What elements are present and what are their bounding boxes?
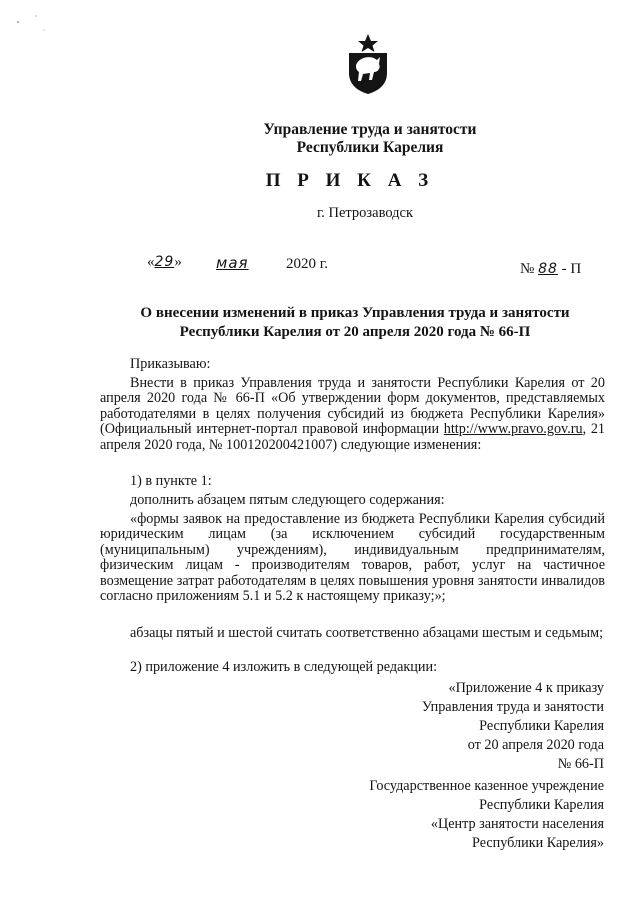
paragraph-order (100, 357, 605, 372)
paragraph-add (100, 493, 605, 508)
paragraph-item1 (100, 474, 605, 489)
institution-line4: Республики Карелия» (472, 835, 604, 851)
amend-text-a: Внести в приказ Управления труда и занятости Республики Карелия от 20 апреля 2020 года № 66-П «Об утверждении форм документов, представляемых работодателями в целях получения субсидий из бюджета Республики Карелия» (Официальный интернет-портал правовой информации (100, 375, 605, 438)
paragraph-renumber (100, 626, 605, 641)
day-value: 29 (154, 254, 175, 270)
order-text: Приказываю: (130, 356, 211, 372)
number-sign: № (520, 261, 535, 277)
item2-text: 2) приложение 4 изложить в следующей редакции: (130, 659, 438, 675)
institution-name (300, 777, 604, 853)
institution-line3: «Центр занятости населения (430, 816, 604, 832)
appendix-line2: Управления труда и занятости (421, 699, 604, 715)
pravo-link[interactable]: http://www.pravo.gov.ru (443, 421, 583, 438)
appendix-line5: № 66-П (557, 756, 604, 772)
order-day (147, 254, 182, 271)
karelia-emblem-icon (343, 33, 393, 95)
title-line2: Республики Карелия от 20 апреля 2020 года № 66-П (179, 324, 531, 340)
number-suffix: - П (561, 261, 582, 277)
appendix-line1: «Приложение 4 к приказу (448, 680, 604, 696)
amend-text-b: , 21 апреля 2020 года, № 100120200421007) следующие изменения: (100, 421, 606, 453)
institution-line2: Республики Карелия (479, 797, 604, 813)
institution-line1: Государственное казенное учреждение (369, 778, 604, 794)
appendix-line3: Республики Карелия (479, 718, 604, 734)
order-month: мая (216, 254, 249, 272)
paragraph-item2 (100, 660, 605, 675)
city: г. Петрозаводск (316, 205, 414, 221)
paragraph-forms (100, 512, 605, 604)
forms-text: «формы заявок на предоставление из бюджета Республики Карелия субсидий юридическим лицам (за исключением субсидий государственным (муниципальным) учреждениям), индивидуальным предпринимателям, физическим лицам - производителям товаров, работ, услуг на частичное возмещение затрат работодателям в целях повышения уровня занятости инвалидов согласно приложениям 5.1 и 5.2 к настоящему приказу;»; (100, 511, 605, 605)
document-type: П Р И К А З (265, 170, 435, 191)
order-number (520, 261, 581, 278)
appendix-line4: от 20 апреля 2020 года (467, 737, 604, 753)
paragraph-amend (100, 376, 605, 453)
item1-text: 1) в пункте 1: (130, 473, 212, 489)
org-name-line2: Республики Карелия (296, 139, 444, 156)
appendix-header (300, 679, 604, 774)
order-title (0, 304, 640, 342)
number-value: 88 (538, 261, 558, 277)
day-close-quote: » (174, 254, 182, 270)
day-open-quote: « (147, 254, 155, 270)
org-name-line1: Управление труда и занятости (263, 121, 477, 138)
renumber-text: абзацы пятый и шестой считать соответственно абзацами шестым и седьмым; (130, 625, 604, 641)
order-year: 2020 г. (286, 256, 328, 272)
add-text: дополнить абзацем пятым следующего содержания: (130, 492, 445, 508)
title-line1: О внесении изменений в приказ Управления труда и занятости (140, 305, 570, 321)
scan-mark (14, 10, 54, 40)
